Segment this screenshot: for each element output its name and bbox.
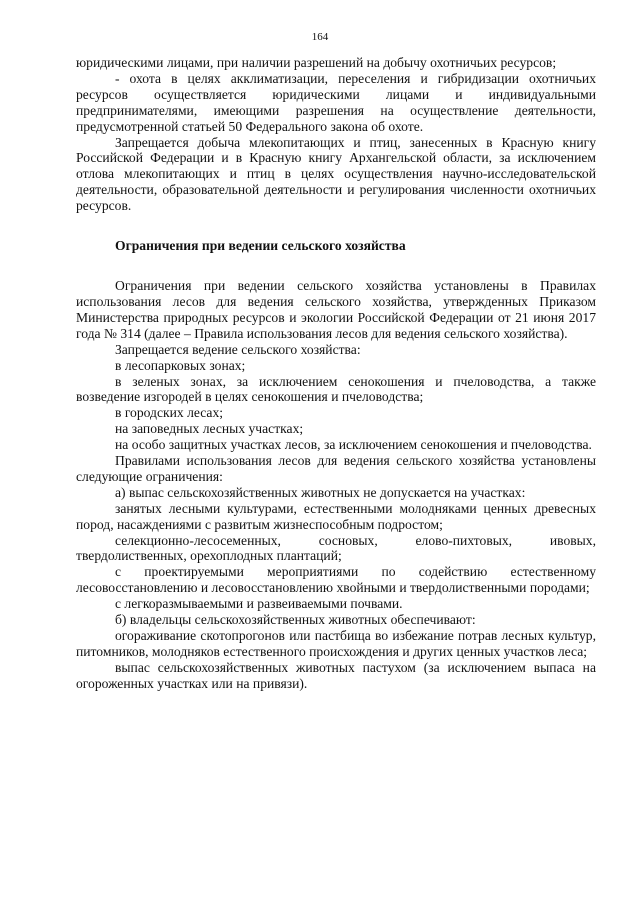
spacer [76, 254, 596, 278]
paragraph-restrictions: Правилами использования лесов для ведения сельского хозяйства установлены следующие ограничения: [76, 453, 596, 484]
paragraph-continuation: юридическими лицами, при наличии разрешений на добычу охотничьих ресурсов; [76, 55, 557, 70]
list-item-b: б) владельцы сельскохозяйственных животных обеспечивают: [115, 612, 476, 628]
list-item: с проектируемыми мероприятиями по содействию естественному лесовосстановлению и лесовосстановлению хвойными и твердолиственными породами; [76, 564, 596, 596]
paragraph-acclimatization: - охота в целях акклиматизации, переселения и гибридизации охотничьих ресурсов осуществляется юридическими лицами и индивидуальными предпринимателями, имеющими разрешения на осуществление деятельности, предусмотренной статьей 50 Федерального закона об охоте. [76, 70, 596, 134]
list-item: занятых лесными культурами, естественными молодняками ценных древесных пород, насаждениями с развитым жизнеспособным подростом; [76, 500, 596, 532]
list-item: на заповедных лесных участках; [115, 421, 304, 437]
list-item: выпас сельскохозяйственных животных пастухом (за исключением выпаса на огороженных участках или на привязи). [76, 659, 596, 691]
list-item: в лесопарковых зонах; [115, 357, 246, 373]
list-item-a: а) выпас сельскохозяйственных животных не допускается на участках: [115, 484, 526, 500]
page-number: 164 [311, 31, 329, 43]
list-item: селекционно-лесосеменных, сосновых, елово-пихтовых, ивовых, твердолиственных, орехоплодных плантаций; [76, 532, 596, 564]
list-item: огораживание скотопрогонов или пастбища во избежание потрав лесных культур, питомников, молодняков естественного происхождения и других ценных участков леса; [76, 628, 596, 659]
list-item: в зеленых зонах, за исключением сенокошения и пчеловодства, а также возведение изгородей в целях сенокошения и пчеловодства; [76, 373, 596, 405]
section-heading: Ограничения при ведении сельского хозяйства [115, 238, 406, 254]
paragraph-prohibited: Запрещается ведение сельского хозяйства: [115, 341, 361, 357]
paragraph-red-book: Запрещается добыча млекопитающих и птиц, занесенных в Красную книгу Российской Федерации и в Красную книгу Архангельской области, за исключением отлова млекопитающих и птиц в целях осуществления научно-исследовательской деятельности, образовательной деятельности и регулирования численности охотничьих ресурсов. [76, 134, 596, 214]
list-item: в городских лесах; [115, 405, 224, 421]
page-content [76, 55, 596, 692]
spacer [76, 214, 596, 238]
list-item: на особо защитных участках лесов, за исключением сенокошения и пчеловодства. [115, 437, 592, 453]
paragraph-rules-intro: Ограничения при ведении сельского хозяйства установлены в Правилах использования лесов для ведения сельского хозяйства, утвержденных Приказом Министерства природных ресурсов и экологии Российской Федерации от 21 июня 2017 года № 314 (далее – Правила использования лесов для ведения сельского хозяйства). [76, 278, 596, 341]
list-item: с легкоразмываемыми и развеиваемыми почвами. [115, 596, 403, 612]
